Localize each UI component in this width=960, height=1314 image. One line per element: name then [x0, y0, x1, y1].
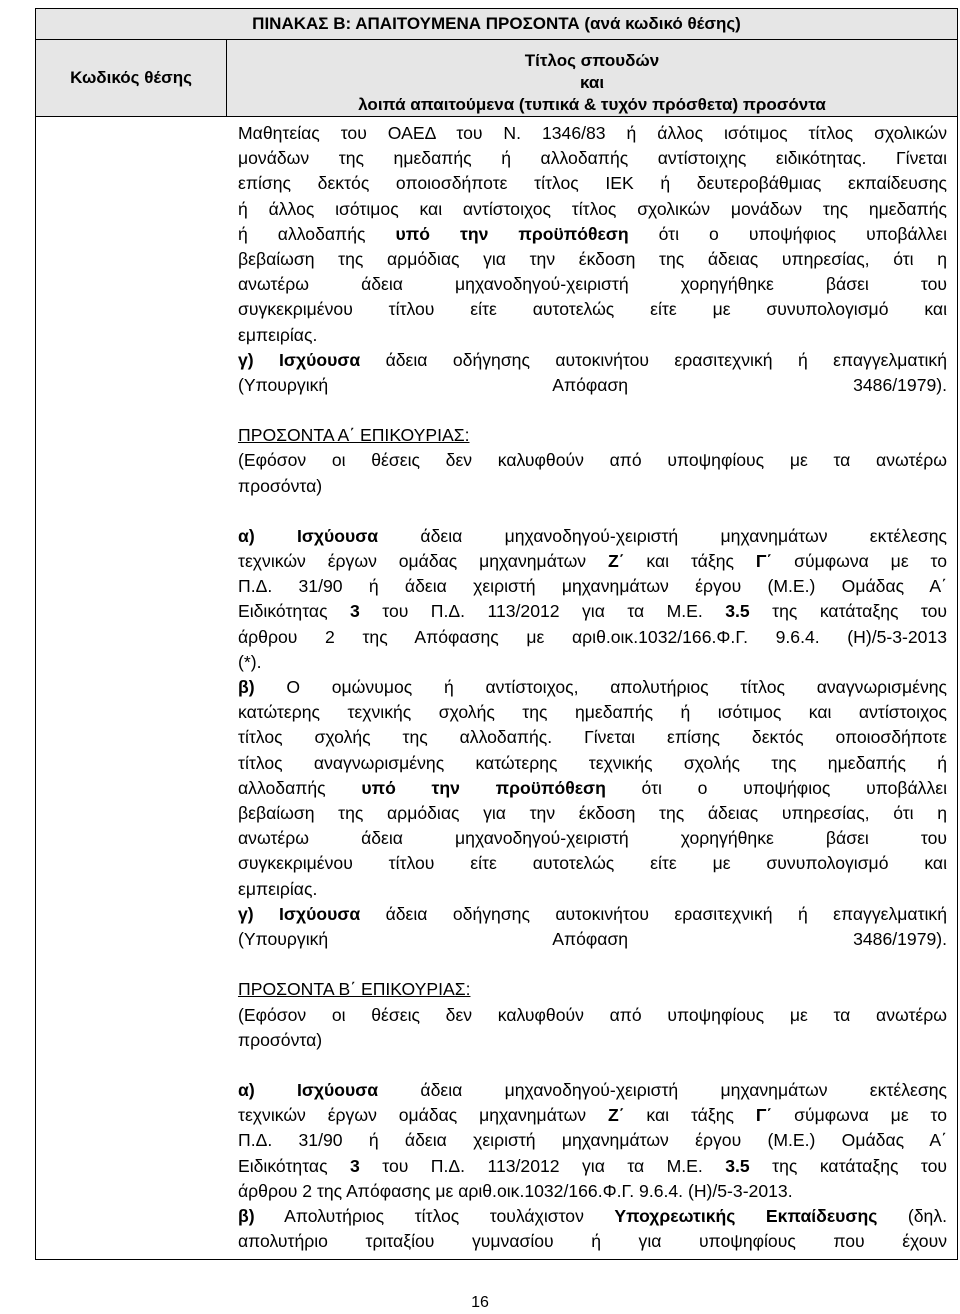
text-run: ή αλλοδαπής — [238, 223, 396, 244]
bold-text: Ζ΄ — [607, 551, 625, 572]
text-line: (Εφόσον οι θέσεις δεν καλυφθούν από υποψηφίους με τα ανωτέρω — [238, 450, 948, 471]
text-line: ανωτέρω άδεια μηχανοδηγού-χειριστή χορηγήθηκε βάσει του — [238, 828, 948, 849]
bold-text: β) — [238, 1205, 255, 1226]
requirements-table — [35, 8, 958, 1260]
text-line: εμπειρίας. — [238, 324, 318, 345]
text-line: (Υπουργική Απόφαση 3486/1979). — [238, 375, 948, 396]
text-line: προσόντα) — [238, 1029, 323, 1050]
text-line: Π.Δ. 31/90 ή άδεια χειριστή μηχανημάτων έργου (Μ.Ε.) Ομάδας Α΄ — [238, 576, 948, 597]
bold-text: 3 — [350, 1155, 360, 1176]
text-run: της κατάταξης του — [749, 601, 948, 622]
text-line: συγκεκριμένου τίτλου είτε αυτοτελώς είτε με συνυπολογισμό και — [238, 853, 948, 874]
text-line: εμπειρίας. — [238, 878, 318, 899]
text-line: απολυτήριο τριταξίου γυμνασίου ή για υποψηφίους που έχουν — [238, 1231, 948, 1252]
text-line: βεβαίωση της αρμόδιας για την έκδοση της άδειας υπηρεσίας, ότι η — [238, 249, 948, 270]
text-run: και τάξης — [624, 551, 756, 572]
bold-text: 3.5 — [725, 601, 750, 622]
text-run: σύμφωνα με το — [772, 551, 948, 572]
table-title: ΠΙΝΑΚΑΣ Β: ΑΠΑΙΤΟΥΜΕΝΑ ΠΡΟΣΟΝΤΑ (ανά κωδικό θέσης) — [36, 9, 958, 40]
bold-text: Υποχρεωτικής Εκπαίδευσης — [614, 1205, 878, 1226]
text-run: σύμφωνα με το — [772, 1105, 948, 1126]
text-run: Ειδικότητας — [238, 1155, 350, 1176]
bold-text: α) Ισχύουσα — [238, 525, 379, 546]
text-line — [238, 524, 947, 549]
blank-line — [238, 499, 947, 524]
text-line: τίτλος σχολής της αλλοδαπής. Γίνεται επίσης δεκτός οποιοσδήποτε — [238, 727, 948, 748]
bold-text: Ζ΄ — [607, 1105, 625, 1126]
bold-text: υπό την προϋπόθεση — [361, 777, 606, 798]
header-line-2: και — [579, 73, 605, 92]
bold-text: Γ΄ — [755, 551, 773, 572]
text-line: ανωτέρω άδεια μηχανοδηγού-χειριστή χορηγήθηκε βάσει του — [238, 274, 948, 295]
blank-line — [238, 398, 947, 423]
text-run: άδεια μηχανοδηγού-χειριστή μηχανημάτων εκτέλεσης — [378, 1079, 948, 1100]
text-line: (Υπουργική Απόφαση 3486/1979). — [238, 929, 948, 950]
text-run: ότι ο υποψήφιος υποβάλλει — [605, 777, 948, 798]
text-line — [238, 675, 947, 700]
text-line: κατώτερης τεχνικής σχολής της ημεδαπής ή ισότιμος και αντίστοιχος — [238, 702, 948, 723]
text-line — [238, 1103, 947, 1128]
section-heading: ΠΡΟΣΟΝΤΑ Α΄ ΕΠΙΚΟΥΡΙΑΣ: — [238, 425, 470, 446]
text-line — [238, 902, 947, 927]
text-line: βεβαίωση της αρμόδιας για την έκδοση της άδειας υπηρεσίας, ότι η — [238, 803, 948, 824]
bold-text: α) Ισχύουσα — [238, 1079, 379, 1100]
text-run: άδεια οδήγησης αυτοκινήτου ερασιτεχνική ή επαγγελματική — [360, 349, 948, 370]
text-line — [238, 599, 947, 624]
text-run: άδεια οδήγησης αυτοκινήτου ερασιτεχνική ή επαγγελματική — [360, 903, 948, 924]
text-line: άρθρου 2 της Απόφασης με αριθ.οικ.1032/166.Φ.Γ. 9.6.4. (Η)/5-3-2013. — [238, 1180, 793, 1201]
bold-text: 3.5 — [725, 1155, 750, 1176]
bold-text: γ) Ισχύουσα — [238, 349, 361, 370]
qualifications-text — [36, 117, 958, 1260]
text-line: επίσης δεκτός οποιοσδήποτε τίτλος ΙΕΚ ή δευτεροβάθμιας εκπαίδευσης — [238, 173, 948, 194]
text-line: μονάδων της ημεδαπής ή αλλοδαπής αντίστοιχης ειδικότητας. Γίνεται — [238, 148, 948, 169]
text-run: αλλοδαπής — [238, 777, 362, 798]
blank-line — [238, 1053, 947, 1078]
text-run: τεχνικών έργων ομάδας μηχανημάτων — [238, 1105, 608, 1126]
bold-text: 3 — [350, 601, 360, 622]
text-run: του Π.Δ. 113/2012 για τα Μ.Ε. — [359, 1155, 726, 1176]
text-run: του Π.Δ. 113/2012 για τα Μ.Ε. — [359, 601, 726, 622]
text-run: της κατάταξης του — [749, 1155, 948, 1176]
column-header-qualifications — [227, 40, 958, 117]
text-line — [238, 348, 947, 373]
text-line: ή άλλος ισότιμος και αντίστοιχος τίτλος σχολικών μονάδων της ημεδαπής — [238, 198, 948, 219]
text-lines — [238, 121, 947, 1254]
header-line-3: λοιπά απαιτούμενα (τυπικά & τυχόν πρόσθετα) προσόντα — [358, 95, 826, 114]
text-run: και τάξης — [624, 1105, 756, 1126]
text-line — [238, 549, 947, 574]
text-line: Π.Δ. 31/90 ή άδεια χειριστή μηχανημάτων έργου (Μ.Ε.) Ομάδας Α΄ — [238, 1130, 948, 1151]
text-run: Απολυτήριος τίτλος τουλάχιστον — [254, 1205, 615, 1226]
text-run: ότι ο υποψήφιος υποβάλλει — [628, 223, 948, 244]
text-line — [238, 776, 947, 801]
text-run: Ειδικότητας — [238, 601, 350, 622]
text-run: τεχνικών έργων ομάδας μηχανημάτων — [238, 551, 608, 572]
text-line — [238, 423, 947, 448]
text-line — [238, 1078, 947, 1103]
page-number: 16 — [471, 1294, 489, 1311]
bold-text: γ) Ισχύουσα — [238, 903, 361, 924]
text-line: τίτλος αναγνωρισμένης κατώτερης τεχνικής σχολής της ημεδαπής ή — [238, 752, 948, 773]
section-heading: ΠΡΟΣΟΝΤΑ Β΄ ΕΠΙΚΟΥΡΙΑΣ: — [238, 979, 471, 1000]
text-line: συγκεκριμένου τίτλου είτε αυτοτελώς είτε με συνυπολογισμό και — [238, 299, 948, 320]
bold-text: υπό την προϋπόθεση — [395, 223, 629, 244]
text-run: άδεια μηχανοδηγού-χειριστή μηχανημάτων εκτέλεσης — [378, 525, 948, 546]
text-line: προσόντα) — [238, 475, 323, 496]
text-line — [238, 1154, 947, 1179]
bold-text: Γ΄ — [755, 1105, 773, 1126]
text-line — [238, 1204, 947, 1229]
header-line-1: Τίτλος σπουδών — [524, 51, 660, 70]
text-line: (*). — [238, 651, 262, 672]
text-run: (δηλ. — [877, 1205, 948, 1226]
text-line — [238, 222, 947, 247]
text-line: Μαθητείας του ΟΑΕΔ του Ν. 1346/83 ή άλλος ισότιμος τίτλος σχολικών — [238, 123, 948, 143]
text-run: Ο ομώνυμος ή αντίστοιχος, απολυτήριος τίτλος αναγνωρισμένης — [254, 677, 948, 698]
blank-line — [238, 952, 947, 977]
bold-text: β) — [238, 677, 255, 698]
column-header-position-code: Κωδικός θέσης — [36, 40, 227, 117]
text-line: άρθρου 2 της Απόφασης με αριθ.οικ.1032/166.Φ.Γ. 9.6.4. (Η)/5-3-2013 — [238, 626, 948, 647]
text-line — [238, 977, 947, 1002]
text-line: (Εφόσον οι θέσεις δεν καλυφθούν από υποψηφίους με τα ανωτέρω — [238, 1004, 948, 1025]
